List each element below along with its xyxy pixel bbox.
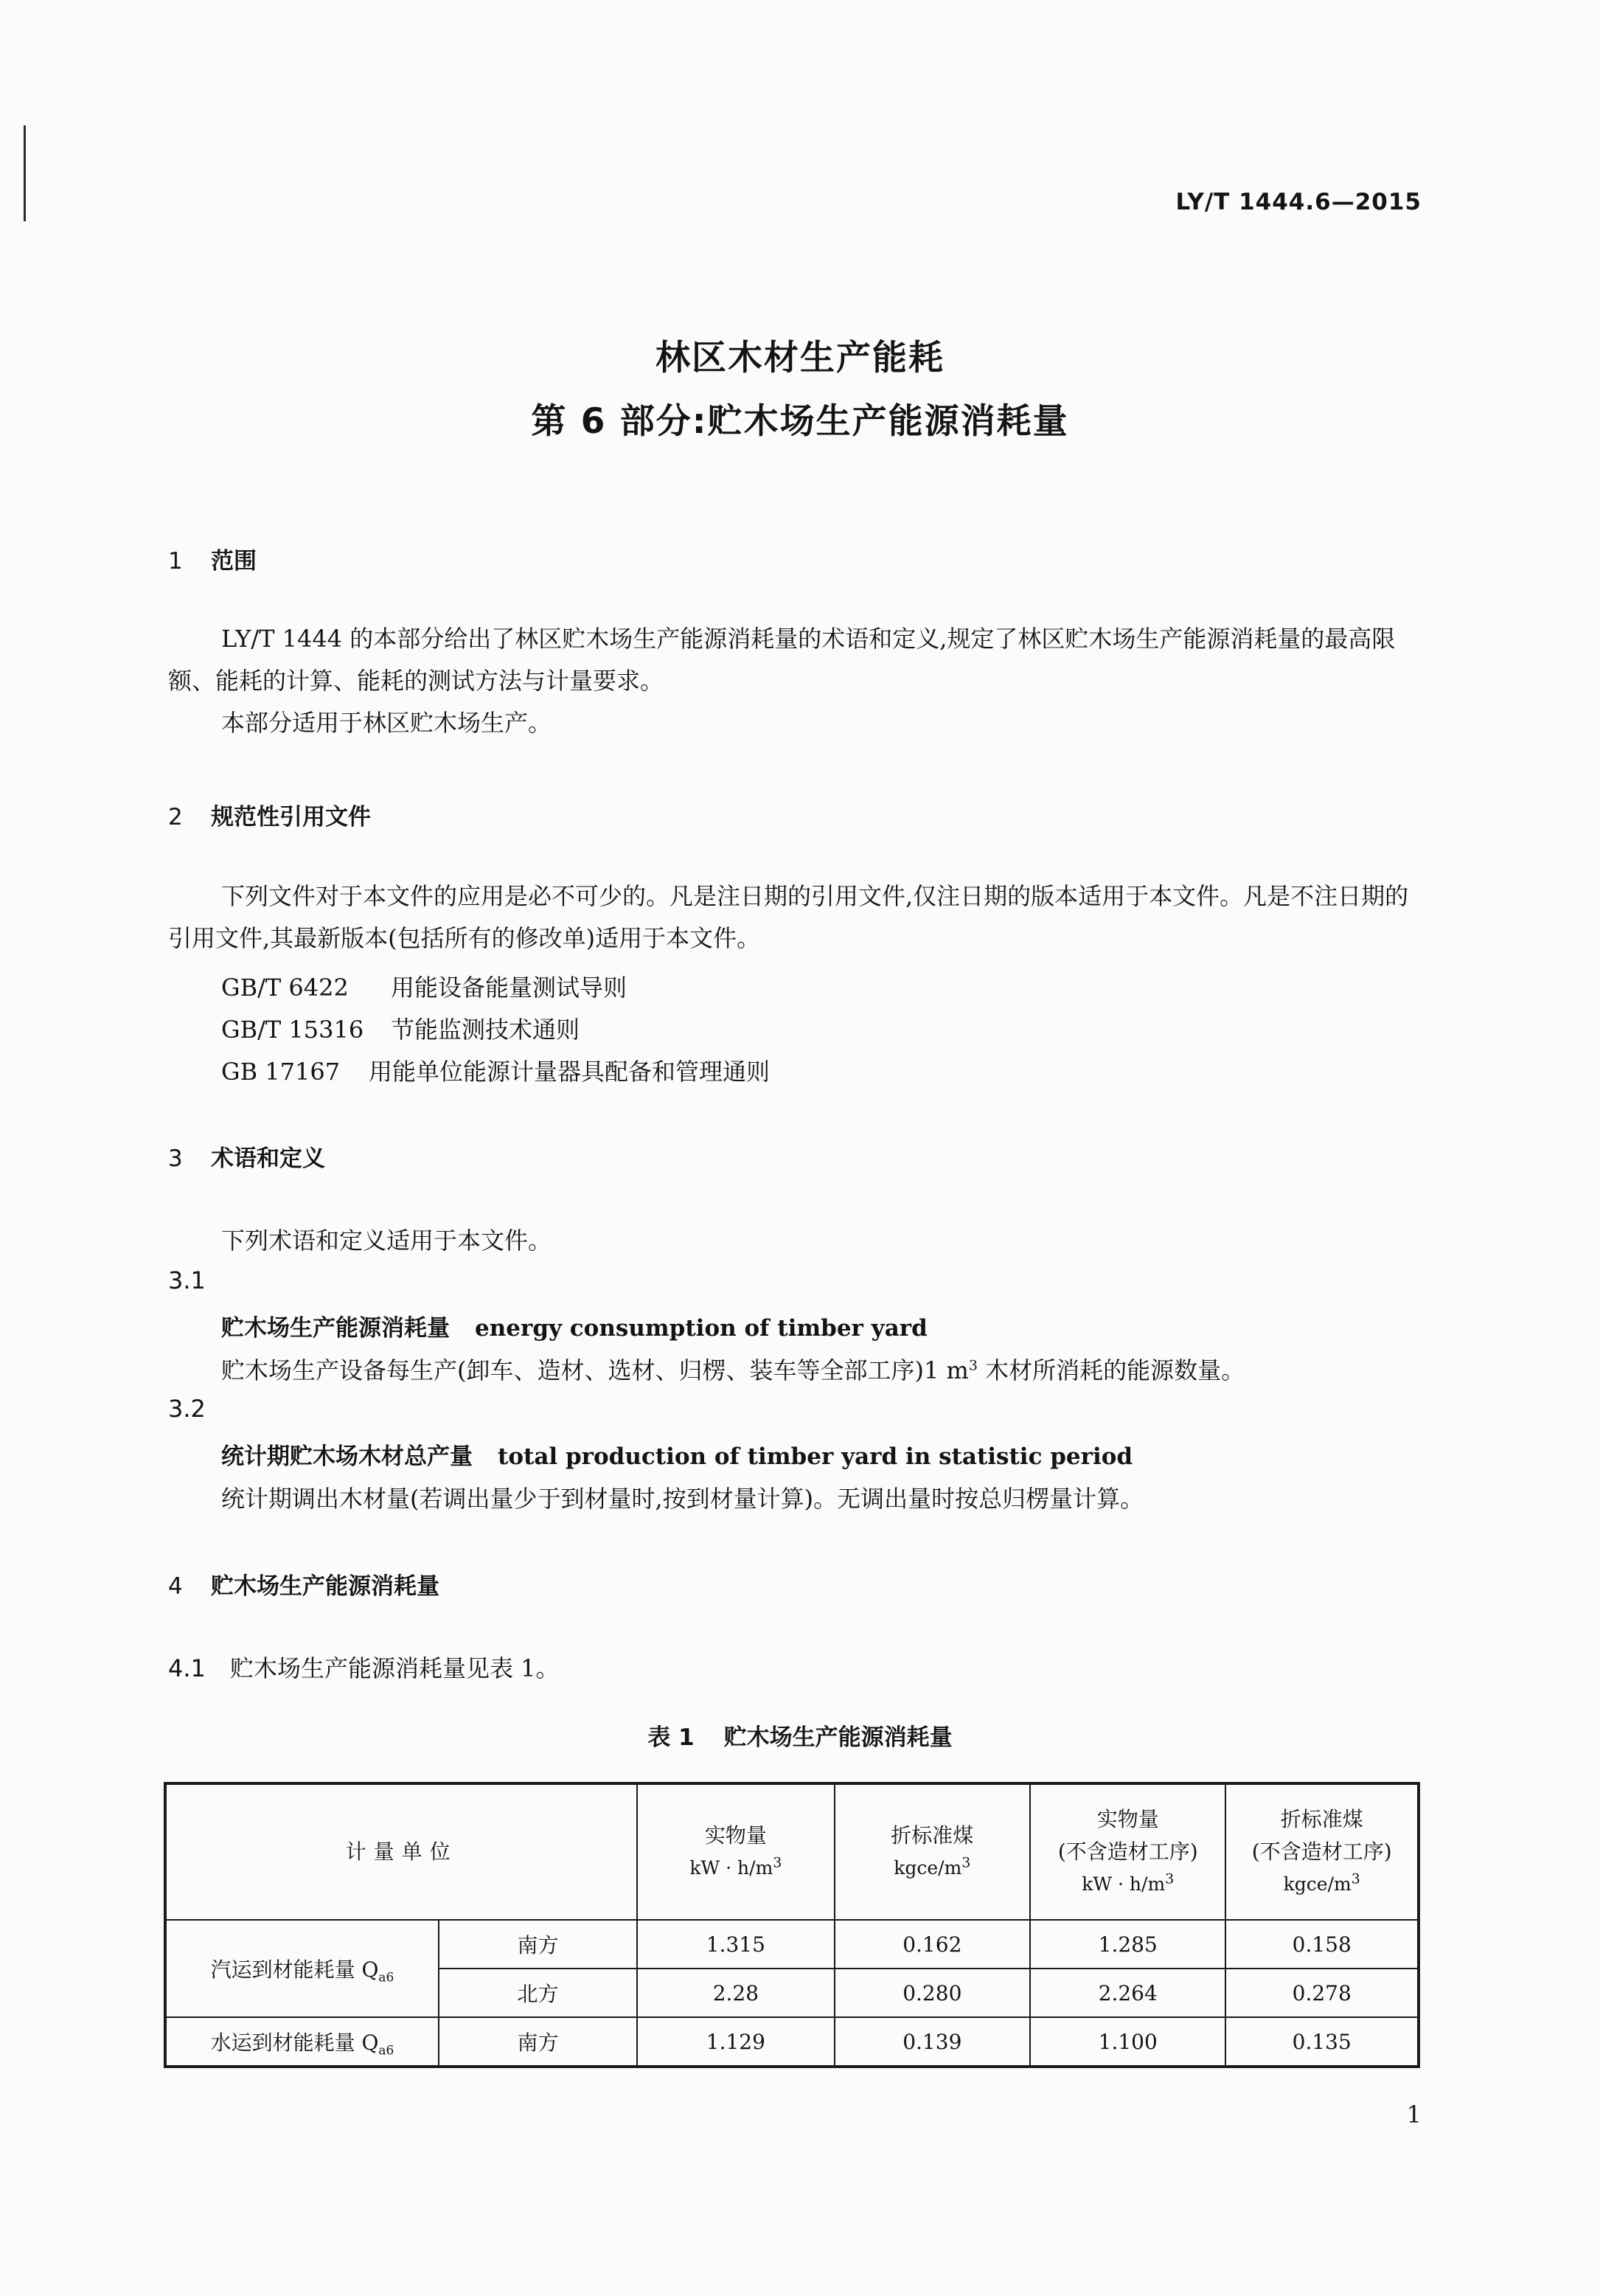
standard-code: LY/T 1444.6—2015 — [1175, 189, 1422, 215]
region-cell: 北方 — [439, 1969, 637, 2017]
value-cell: 0.162 — [835, 1920, 1030, 1969]
header-cell: 折标准煤 kgce/$m^3$ — [835, 1783, 1030, 1920]
section-3-heading: 3 术语和定义 — [168, 1145, 325, 1172]
table-row — [165, 1920, 1419, 1969]
term-3-2-number: 3.2 — [168, 1395, 206, 1423]
table-row — [165, 2017, 1419, 2067]
value-cell: 2.264 — [1030, 1969, 1225, 2017]
term-3-1: 贮木场生产能源消耗量 energy consumption of timber yard — [221, 1315, 928, 1342]
value-cell: 2.28 — [637, 1969, 834, 2017]
value-cell: 0.158 — [1225, 1920, 1419, 1969]
row-group-label: 水运到材能耗量 $Q_{a6}$ — [165, 2017, 439, 2067]
term-3-2: 统计期贮木场木材总产量 total production of timber yard in statistic period — [221, 1443, 1133, 1470]
value-cell: 1.129 — [637, 2017, 834, 2067]
reference-item: GB/T 6422 用能设备能量测试导则 — [221, 974, 627, 1002]
section-1-paragraph-1: LY/T 1444 的本部分给出了林区贮木场生产能源消耗量的术语和定义,规定了林区贮木场生产能源消耗量的最高限额、能耗的计算、能耗的测试方法与计量要求。 — [168, 625, 1396, 695]
section-1-heading: 1 范围 — [168, 548, 257, 575]
energy-consumption-table — [164, 1782, 1420, 2068]
value-cell: 1.100 — [1030, 2017, 1225, 2067]
region-cell: 南方 — [439, 2017, 637, 2067]
section-1-paragraph-2: 本部分适用于林区贮木场生产。 — [221, 709, 552, 737]
reference-item: GB 17167 用能单位能源计量器具配备和管理通则 — [221, 1058, 771, 1086]
header-cell: 实物量 (不含造材工序) kW · $h/m^3$ — [1030, 1783, 1225, 1920]
term-3-1-number: 3.1 — [168, 1266, 206, 1294]
value-cell: 0.278 — [1225, 1969, 1419, 2017]
row-group-label: 汽运到材能耗量 $Q_{a6}$ — [165, 1920, 439, 2017]
value-cell: 0.280 — [835, 1969, 1030, 2017]
section-4-heading: 4 贮木场生产能源消耗量 — [168, 1573, 439, 1600]
section-2-paragraph: 下列文件对于本文件的应用是必不可少的。凡是注日期的引用文件,仅注日期的版本适用于本文件。凡是不注日期的引用文件,其最新版本(包括所有的修改单)适用于本文件。 — [168, 882, 1409, 952]
value-cell: 0.135 — [1225, 2017, 1419, 2067]
document-subtitle: 第 6 部分:贮木场生产能源消耗量 — [531, 401, 1069, 442]
header-cell: 折标准煤 (不含造材工序) kgce/$m^3$ — [1225, 1783, 1419, 1920]
term-3-1-definition: 贮木场生产设备每生产(卸车、造材、选材、归楞、装车等全部工序)1 $m^3$ 木材所消耗的能源数量。 — [221, 1356, 1245, 1384]
clause-4-1: 4.1 贮木场生产能源消耗量见表 1。 — [168, 1654, 560, 1682]
region-cell: 南方 — [439, 1920, 637, 1969]
table-header-row — [165, 1783, 1419, 1920]
page-number: 1 — [1406, 2101, 1422, 2129]
document-title: 林区木材生产能耗 — [655, 338, 945, 378]
header-cell: 实物量 kW · $h/m^3$ — [637, 1783, 834, 1920]
value-cell: 0.139 — [835, 2017, 1030, 2067]
section-3-intro: 下列术语和定义适用于本文件。 — [221, 1227, 552, 1255]
binding-line — [24, 125, 26, 221]
value-cell: 1.315 — [637, 1920, 834, 1969]
header-unit-label: 计量单位 — [165, 1783, 637, 1920]
term-3-2-definition: 统计期调出木材量(若调出量少于到材量时,按到材量计算)。无调出量时按总归楞量计算。 — [221, 1485, 1144, 1513]
table-caption: 表 1 贮木场生产能源消耗量 — [647, 1724, 953, 1751]
reference-item: GB/T 15316 节能监测技术通则 — [221, 1016, 580, 1044]
value-cell: 1.285 — [1030, 1920, 1225, 1969]
section-2-heading: 2 规范性引用文件 — [168, 804, 371, 830]
